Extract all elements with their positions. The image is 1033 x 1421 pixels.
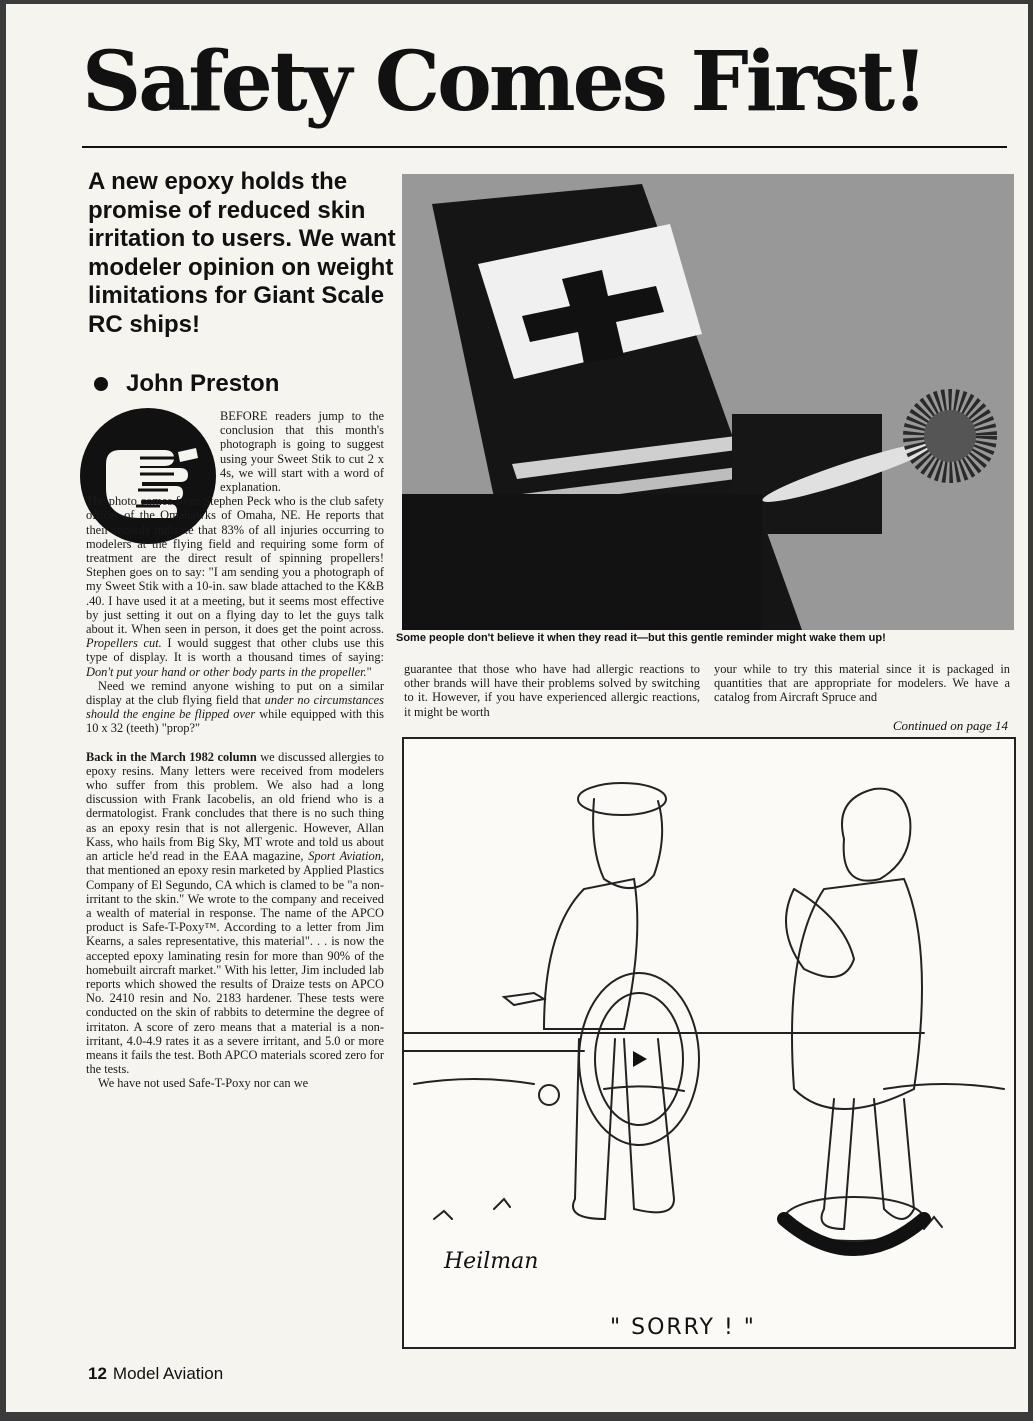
photo-caption: Some people don't believe it when they read it—but this gentle reminder might wake them up!: [396, 632, 886, 644]
bullet-icon: [94, 377, 108, 391]
byline: [88, 370, 398, 398]
continued-note: Continued on page 14: [892, 718, 1008, 733]
cartoon-caption: " SORRY ! ": [610, 1315, 756, 1340]
author-name: John Preston: [126, 370, 280, 397]
magazine-name: Model Aviation: [112, 1364, 224, 1383]
paragraph-col3: your while to try this material since it is packaged in quantities that are appropriate for modelers. We have a catalog from Aircraft Spruce and: [714, 662, 1010, 705]
title-rule: [82, 146, 1007, 148]
page-number: 12: [88, 1364, 107, 1383]
paragraph-col2: guarantee that those who have had allergic reactions to other brands will have their problems solved by switching to it. However, if you have experienced allergic reactions, it might be worth: [404, 662, 700, 719]
column-3: [714, 662, 1010, 705]
magazine-page: [6, 4, 1028, 1412]
page-footer: [88, 1364, 223, 1384]
airplane-saw-photo: [402, 174, 1014, 630]
paragraph-photo-source-full: The photo comes from Stephen Peck who is the club safety officer of the Omahawks of Omaha, NE. He reports that their records indicate that 83% of all injuries occurring to modelers at the flying field and requiring some form of treatment are the direct result of spinning propellers! Stephen goes on to say: "I am sending you a photograph of my Sweet Stik with a 10-in. saw blade attached to the K&B .40. I have used it at a meeting, but it seems most effective by just setting it out on a flying day to let the guys talk about it. When seen in person, it does get the point across. Propellers cut. I would suggest that other clubs use this type of display. It is worth a thousand times of saying: Don't put your hand or other body parts in the propeller.": [86, 494, 385, 679]
article-title: Safety Comes First!: [82, 34, 926, 130]
paragraph-reminder: Need we remind anyone wishing to put on a similar display at the club flying field that under no circumstances should the engine be flipped over while equipped with this 10 x 32 (teeth) "prop?": [86, 678, 384, 736]
cartoon-panel: [402, 737, 1016, 1349]
cartoonist-signature: Heilman: [444, 1249, 539, 1274]
paragraph-epoxy: Back in the March 1982 column we discussed allergies to epoxy resins. Many letters were received from modelers who suffer from this problem. We also had a long discussion with Frank Iacobelis, an old friend who is a dermatologist. Frank concludes that there is no such thing as an epoxy resin that is not allergenic. However, Allan Kass, who hails from Big Sky, MT wrote and told us about an article he'd read in the EAA magazine, Sport Aviation, that mentioned an epoxy resin marketed by Applied Plastics Company of El Segundo, CA which is clamed to be "a non-irritant to the skin." We wrote to the company and received a wealth of material in response. The name of the APCO product is Safe-T-Poxy™. According to a letter from Jim Kearns, a sales representative, this material". . . is now the accepted epoxy laminating resin for more than 90% of the homebuilt aircraft market." With his letter, Jim included lab reports which showed the results of Draize tests on APCO No. 2410 resin and No. 2183 hardener. These tests were conducted on the skin of rabbits to determine the degree of irritaton. A score of zero means that a material is a non-irritant, 4.0-4.9 rates it as a severe irritant, and 5.0 or more means it fails the test. Both APCO materials scored zero for the tests.: [86, 749, 384, 1077]
article-deck: A new epoxy holds the promise of reduced skin irritation to users. We want modeler opinion on weight limitations for Giant Scale RC ships!: [88, 168, 396, 338]
column-2: [404, 662, 700, 719]
paragraph-closing: We have not used Safe-T-Poxy nor can we: [98, 1076, 309, 1091]
column-1: [86, 409, 384, 1091]
paragraph-intro: BEFORE readers jump to the conclusion that this month's photograph is going to suggest using your Sweet Stik to cut 2 x 4s, we will start with a word of explanation.: [220, 409, 384, 495]
